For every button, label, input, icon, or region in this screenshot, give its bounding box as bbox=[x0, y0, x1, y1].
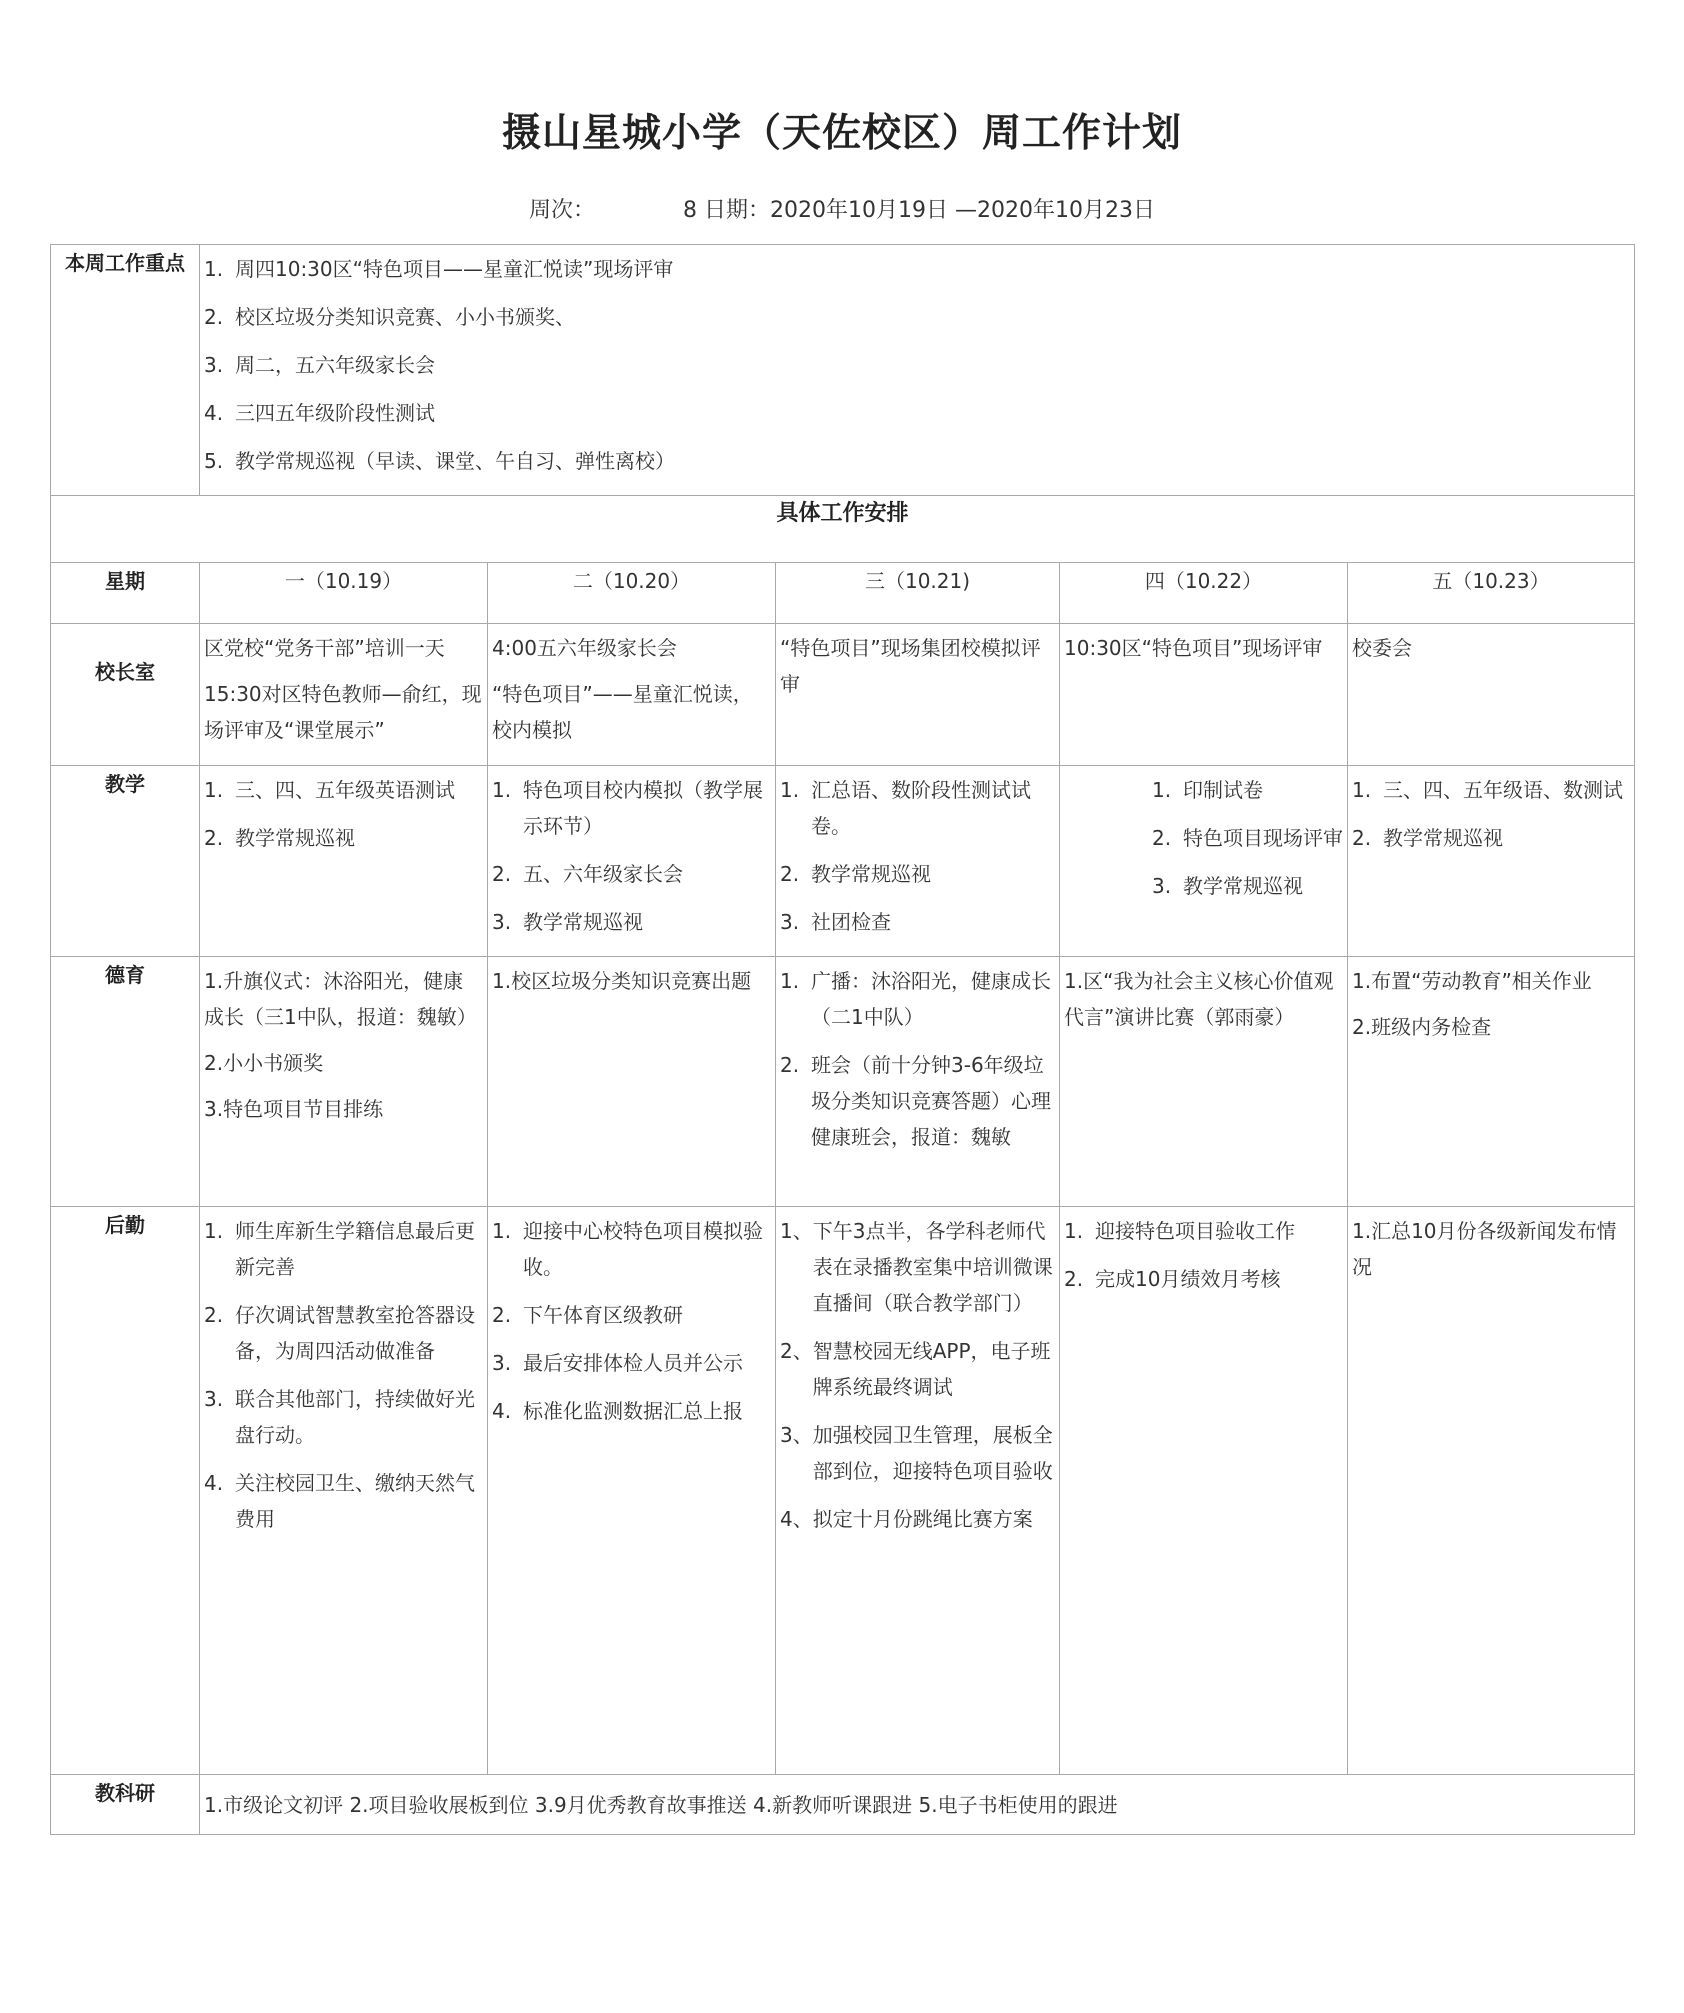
focus-row bbox=[51, 245, 1635, 496]
section-row bbox=[51, 496, 1635, 563]
item-number: 1. bbox=[492, 778, 512, 802]
list-item bbox=[780, 963, 1055, 1035]
item-number: 2. bbox=[204, 1303, 224, 1327]
item-text: 教学常规巡视 bbox=[1183, 874, 1303, 898]
item-text: 三、四、五年级语、数测试 bbox=[1383, 778, 1623, 802]
research-row bbox=[51, 1775, 1635, 1835]
item-text: 智慧校园无线APP，电子班牌系统最终调试 bbox=[812, 1339, 1051, 1399]
item-text: 周二，五六年级家长会 bbox=[235, 353, 435, 377]
principal-mon-line: 15:30对区特色教师—俞红，现场评审及“课堂展示” bbox=[204, 682, 482, 742]
item-text: 广播：沐浴阳光，健康成长（二1中队） bbox=[811, 969, 1051, 1029]
item-number: 1. bbox=[204, 778, 224, 802]
logistics-wed bbox=[776, 1207, 1060, 1775]
principal-label: 校长室 bbox=[51, 624, 200, 766]
focus-label: 本周工作重点 bbox=[51, 245, 200, 496]
item-number: 1. bbox=[204, 1219, 224, 1243]
item-number: 2. bbox=[492, 862, 512, 886]
list-item bbox=[492, 772, 771, 844]
list-item bbox=[1064, 1261, 1343, 1297]
logistics-tue bbox=[488, 1207, 776, 1775]
list-item bbox=[1152, 772, 1343, 808]
logistics-thu-list bbox=[1064, 1213, 1343, 1297]
item-number: 3. bbox=[492, 910, 512, 934]
date-range: 2020年10月19日 —2020年10月23日 bbox=[770, 198, 1155, 223]
principal-fri bbox=[1348, 624, 1635, 766]
item-number: 2. bbox=[780, 1053, 800, 1077]
item-number: 3. bbox=[780, 910, 800, 934]
principal-fri-line: 校委会 bbox=[1352, 636, 1412, 660]
day-header-row bbox=[51, 563, 1635, 624]
item-text: 周四10:30区“特色项目——星童汇悦读”现场评审 bbox=[235, 257, 674, 281]
logistics-tue-list bbox=[492, 1213, 771, 1429]
item-number: 4. bbox=[204, 401, 224, 425]
moral-thu bbox=[1060, 957, 1348, 1207]
moral-tue-line: 1.校区垃圾分类知识竞赛出题 bbox=[492, 969, 752, 993]
item-text: 教学常规巡视（早读、课堂、午自习、弹性离校） bbox=[235, 449, 675, 473]
item-text: 教学常规巡视 bbox=[1383, 826, 1503, 850]
logistics-wed-list bbox=[780, 1213, 1055, 1537]
item-text: 完成10月绩效月考核 bbox=[1095, 1267, 1281, 1291]
list-item bbox=[1152, 820, 1343, 856]
moral-tue bbox=[488, 957, 776, 1207]
list-item bbox=[204, 1381, 483, 1453]
principal-row bbox=[51, 624, 1635, 766]
item-number: 2. bbox=[204, 305, 224, 329]
date-label: 日期： bbox=[704, 198, 771, 223]
day-header-fri: 五（10.23） bbox=[1348, 563, 1635, 624]
list-item bbox=[204, 772, 483, 808]
principal-mon bbox=[200, 624, 488, 766]
teaching-tue bbox=[488, 766, 776, 957]
item-text: 最后安排体检人员并公示 bbox=[523, 1351, 743, 1375]
teaching-fri-list bbox=[1352, 772, 1630, 856]
moral-wed bbox=[776, 957, 1060, 1207]
item-text: 拟定十月份跳绳比赛方案 bbox=[812, 1507, 1033, 1531]
item-text: 三四五年级阶段性测试 bbox=[235, 401, 435, 425]
item-number: 2. bbox=[204, 826, 224, 850]
list-item bbox=[204, 820, 483, 856]
item-text: 校区垃圾分类知识竞赛、小小书颁奖、 bbox=[235, 305, 575, 329]
teaching-wed bbox=[776, 766, 1060, 957]
item-text: 关注校园卫生、缴纳天然气费用 bbox=[235, 1471, 475, 1531]
day-header-wed: 三（10.21) bbox=[776, 563, 1060, 624]
moral-fri-line: 1.布置“劳动教育”相关作业 bbox=[1352, 969, 1592, 993]
list-item bbox=[1352, 772, 1630, 808]
principal-mon-line: 区党校“党务干部”培训一天 bbox=[204, 636, 445, 660]
list-item bbox=[780, 1501, 1055, 1537]
week-label: 周次： bbox=[529, 198, 596, 223]
item-text: 仔次调试智慧教室抢答器设备，为周四活动做准备 bbox=[235, 1303, 475, 1363]
item-text: 五、六年级家长会 bbox=[523, 862, 683, 886]
section-title: 具体工作安排 bbox=[51, 496, 1635, 563]
item-text: 班会（前十分钟3-6年级垃圾分类知识竞赛答题）心理健康班会，报道：魏敏 bbox=[811, 1053, 1051, 1149]
teaching-fri bbox=[1348, 766, 1635, 957]
item-text: 教学常规巡视 bbox=[811, 862, 931, 886]
item-text: 下午3点半，各学科老师代表在录播教室集中培训微课直播间（联合教学部门） bbox=[812, 1219, 1053, 1315]
item-number: 3、 bbox=[780, 1423, 813, 1447]
list-item bbox=[204, 1465, 483, 1537]
page-title: 摄山星城小学（天佐校区）周工作计划 bbox=[501, 111, 1182, 156]
research-label: 教科研 bbox=[51, 1775, 200, 1835]
teaching-row bbox=[51, 766, 1635, 957]
logistics-mon bbox=[200, 1207, 488, 1775]
logistics-label: 后勤 bbox=[51, 1207, 200, 1775]
item-text: 教学常规巡视 bbox=[523, 910, 643, 934]
principal-wed bbox=[776, 624, 1060, 766]
day-header-tue: 二（10.20） bbox=[488, 563, 776, 624]
list-item bbox=[204, 1297, 483, 1369]
list-item bbox=[204, 395, 1630, 431]
item-text: 迎接特色项目验收工作 bbox=[1095, 1219, 1295, 1243]
list-item bbox=[780, 856, 1055, 892]
day-label: 星期 bbox=[51, 563, 200, 624]
moral-fri-line: 2.班级内务检查 bbox=[1352, 1015, 1492, 1039]
week-number: 8 bbox=[683, 198, 698, 223]
item-text: 标准化监测数据汇总上报 bbox=[523, 1399, 743, 1423]
list-item bbox=[492, 1345, 771, 1381]
research-text: 1.市级论文初评 2.项目验收展板到位 3.9月优秀教育故事推送 4.新教师听课跟进 5.电子书柜使用的跟进 bbox=[200, 1775, 1635, 1835]
moral-mon-line: 1.升旗仪式：沐浴阳光，健康成长（三1中队，报道：魏敏） bbox=[204, 969, 477, 1029]
moral-mon bbox=[200, 957, 488, 1207]
focus-cell bbox=[200, 245, 1635, 496]
moral-mon-line: 3.特色项目节目排练 bbox=[204, 1097, 384, 1121]
principal-tue bbox=[488, 624, 776, 766]
item-text: 迎接中心校特色项目模拟验收。 bbox=[523, 1219, 763, 1279]
principal-thu-line: 10:30区“特色项目”现场评审 bbox=[1064, 636, 1323, 660]
item-number: 1. bbox=[780, 969, 800, 993]
item-number: 1、 bbox=[780, 1219, 813, 1243]
item-number: 4. bbox=[204, 1471, 224, 1495]
moral-thu-line: 1.区“我为社会主义核心价值观代言”演讲比赛（郭雨豪） bbox=[1064, 969, 1334, 1029]
principal-tue-line: 4:00五六年级家长会 bbox=[492, 636, 677, 660]
list-item bbox=[492, 1297, 771, 1333]
list-item bbox=[780, 1047, 1055, 1155]
teaching-tue-list bbox=[492, 772, 771, 940]
day-header-mon: 一（10.19） bbox=[200, 563, 488, 624]
item-number: 4. bbox=[492, 1399, 512, 1423]
principal-tue-line: “特色项目”——星童汇悦读，校内模拟 bbox=[492, 682, 753, 742]
logistics-row bbox=[51, 1207, 1635, 1775]
item-number: 4、 bbox=[780, 1507, 813, 1531]
item-text: 印制试卷 bbox=[1183, 778, 1263, 802]
item-text: 加强校园卫生管理，展板全部到位，迎接特色项目验收 bbox=[812, 1423, 1053, 1483]
item-text: 下午体育区级教研 bbox=[523, 1303, 683, 1327]
item-number: 2. bbox=[1352, 826, 1372, 850]
item-text: 教学常规巡视 bbox=[235, 826, 355, 850]
logistics-fri-line: 1.汇总10月份各级新闻发布情况 bbox=[1352, 1219, 1617, 1279]
moral-wed-list bbox=[780, 963, 1055, 1155]
item-text: 联合其他部门，持续做好光盘行动。 bbox=[235, 1387, 475, 1447]
list-item bbox=[204, 251, 1630, 287]
teaching-mon-list bbox=[204, 772, 483, 856]
list-item bbox=[204, 299, 1630, 335]
item-number: 1. bbox=[204, 257, 224, 281]
logistics-thu bbox=[1060, 1207, 1348, 1775]
list-item bbox=[780, 772, 1055, 844]
item-number: 1. bbox=[492, 1219, 512, 1243]
principal-wed-line: “特色项目”现场集团校模拟评审 bbox=[780, 636, 1041, 696]
item-number: 2、 bbox=[780, 1339, 813, 1363]
item-number: 1. bbox=[1064, 1219, 1084, 1243]
list-item bbox=[780, 1213, 1055, 1321]
item-number: 3. bbox=[1152, 874, 1172, 898]
list-item bbox=[492, 1213, 771, 1285]
teaching-mon bbox=[200, 766, 488, 957]
item-text: 特色项目校内模拟（教学展示环节） bbox=[523, 778, 763, 838]
list-item bbox=[492, 904, 771, 940]
item-text: 汇总语、数阶段性测试试卷。 bbox=[811, 778, 1031, 838]
list-item bbox=[204, 347, 1630, 383]
item-text: 师生库新生学籍信息最后更新完善 bbox=[235, 1219, 475, 1279]
focus-list bbox=[204, 251, 1630, 479]
item-text: 三、四、五年级英语测试 bbox=[235, 778, 455, 802]
item-number: 2. bbox=[1152, 826, 1172, 850]
item-number: 1. bbox=[1152, 778, 1172, 802]
list-item bbox=[492, 1393, 771, 1429]
item-number: 3. bbox=[204, 1387, 224, 1411]
list-item bbox=[204, 1213, 483, 1285]
item-number: 2. bbox=[780, 862, 800, 886]
weekly-plan-table bbox=[50, 244, 1635, 1835]
list-item bbox=[492, 856, 771, 892]
list-item bbox=[780, 1333, 1055, 1405]
item-number: 3. bbox=[492, 1351, 512, 1375]
teaching-thu bbox=[1060, 766, 1348, 957]
item-number: 3. bbox=[204, 353, 224, 377]
item-number: 2. bbox=[492, 1303, 512, 1327]
principal-thu bbox=[1060, 624, 1348, 766]
day-header-thu: 四（10.22） bbox=[1060, 563, 1348, 624]
item-number: 5. bbox=[204, 449, 224, 473]
moral-fri bbox=[1348, 957, 1635, 1207]
moral-mon-line: 2.小小书颁奖 bbox=[204, 1051, 324, 1075]
list-item bbox=[1352, 820, 1630, 856]
item-text: 特色项目现场评审 bbox=[1183, 826, 1343, 850]
moral-row bbox=[51, 957, 1635, 1207]
item-number: 2. bbox=[1064, 1267, 1084, 1291]
list-item bbox=[204, 443, 1630, 479]
list-item bbox=[780, 904, 1055, 940]
teaching-label: 教学 bbox=[51, 766, 200, 957]
teaching-wed-list bbox=[780, 772, 1055, 940]
logistics-mon-list bbox=[204, 1213, 483, 1537]
logistics-fri bbox=[1348, 1207, 1635, 1775]
item-text: 社团检查 bbox=[811, 910, 891, 934]
list-item bbox=[1064, 1213, 1343, 1249]
item-number: 1. bbox=[1352, 778, 1372, 802]
list-item bbox=[780, 1417, 1055, 1489]
list-item bbox=[1152, 868, 1343, 904]
week-date-line bbox=[0, 193, 1684, 224]
moral-label: 德育 bbox=[51, 957, 200, 1207]
teaching-thu-list bbox=[1064, 772, 1343, 904]
item-number: 1. bbox=[780, 778, 800, 802]
